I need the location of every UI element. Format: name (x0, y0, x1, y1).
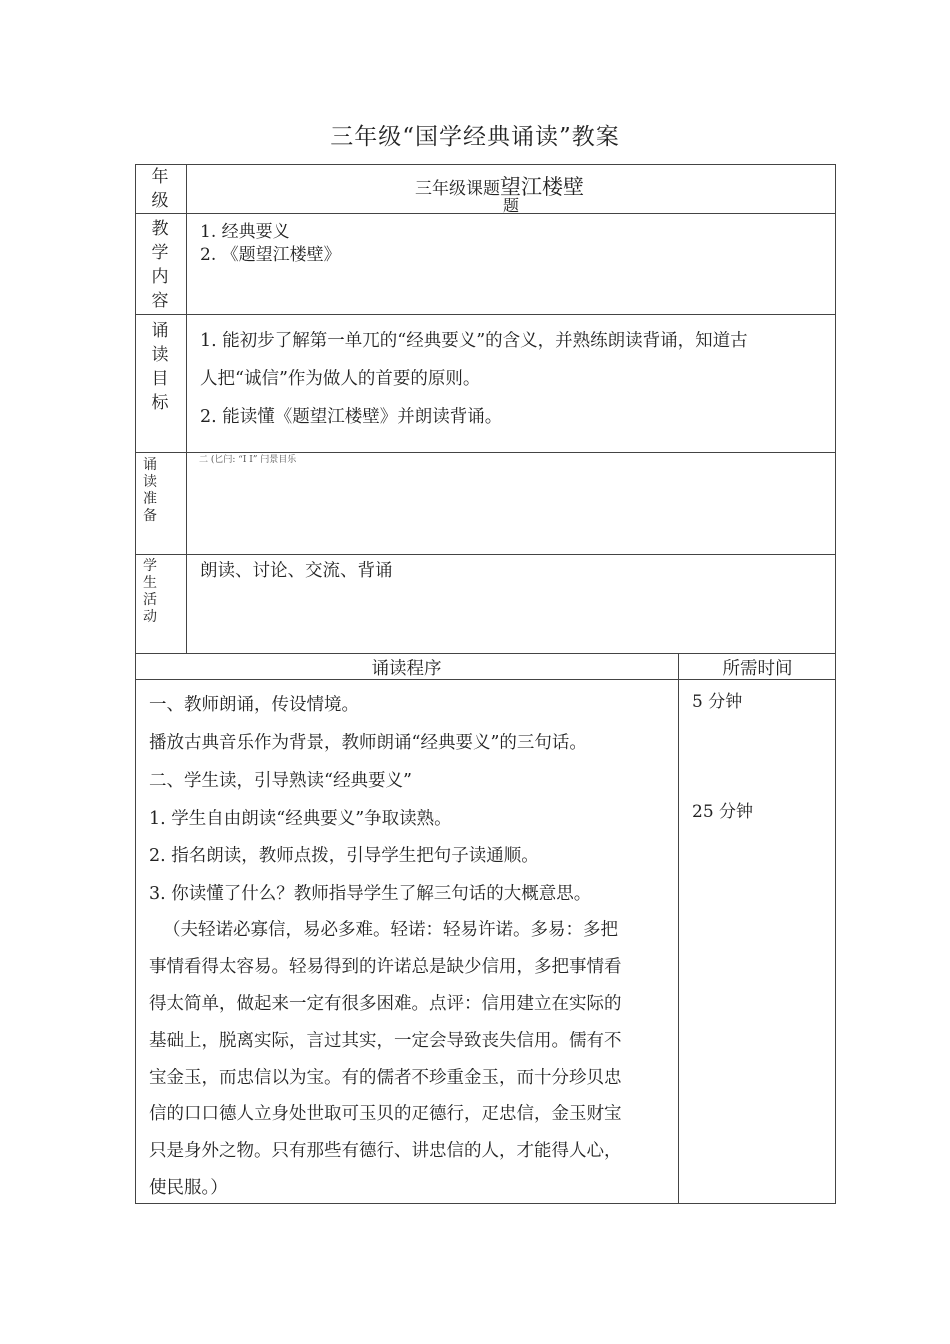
grade-topic-line (415, 171, 584, 201)
procedure-line: 2. 指名朗读，教师点拨，引导学生把句子读通顺。 (149, 846, 539, 866)
row-divider (135, 314, 836, 315)
table-border-top (135, 164, 836, 165)
lesson-plan-table (135, 164, 836, 1204)
procedure-line: 1. 学生自由朗读“经典要义”争取读熟。 (149, 809, 452, 829)
procedure-line: 信的口口德人立身处世取可玉贝的疋德行，疋忠信，金玉财宝 (149, 1104, 622, 1124)
activity-label: 学 生 活 动 (143, 558, 157, 625)
prep-label: 诵 读 准 备 (143, 457, 157, 524)
table-border-bottom (135, 1203, 836, 1204)
procedure-line: 一、教师朗诵，传设情境。 (149, 695, 359, 715)
procedure-line: 宝金玉，而忠信以为宝。有的儒者不珍重金玉，而十分珍贝忠 (149, 1068, 622, 1088)
row-divider (135, 213, 836, 214)
goal-line: 人把“诚信”作为做人的首要的原则。 (200, 369, 481, 389)
procedure-line: 播放古典音乐作为背景，教师朗诵“经典要义”的三句话。 (149, 733, 587, 753)
goal-line: 1. 能初步了解第一单兀的“经典要义”的含义，并熟练朗读背诵，知道古 (200, 331, 748, 351)
procedure-body (135, 680, 678, 1203)
content-item: 1. 经典要义 (200, 222, 290, 242)
goal-line: 2. 能读懂《题望江楼壁》并朗读背诵。 (200, 407, 503, 427)
topic-label: 课题 (466, 179, 500, 199)
grade-value: 三年级 (415, 179, 466, 199)
procedure-line: 基础上，脱离实际，言过其实，一定会导致丧失信用。儒有不 (149, 1031, 622, 1051)
procedure-line: 事情看得太容易。轻易得到的许诺总是缺少信用，多把事情看 (149, 957, 622, 977)
activity-text: 朗读、讨论、交流、背诵 (200, 561, 393, 581)
row-divider (135, 653, 836, 654)
label-column-divider (186, 164, 187, 653)
grade-label: 年 级 (151, 167, 169, 211)
prep-text: 二 (匕闩: “I I” 闩景目乐 (199, 455, 297, 465)
procedure-header: 诵读程序 (371, 659, 442, 679)
procedure-line: 使民服。） (149, 1178, 228, 1198)
procedure-line: （夫轻诺必寡信，易必多难。轻诺：轻易许诺。多易：多把 (163, 920, 618, 940)
content-label: 教 学 内 容 (151, 219, 169, 311)
time-value: 25 分钟 (692, 802, 754, 822)
procedure-line: 只是身外之物。只有那些有德行、讲忠信的人，才能得人心， (149, 1141, 622, 1161)
goals-label: 诵 读 目 标 (151, 321, 169, 413)
topic-label-wrap: 题 (503, 196, 520, 215)
procedure-line: 3. 你读懂了什么？教师指导学生了解三句话的大概意思。 (149, 884, 592, 904)
content-item: 2. 《题望江楼壁》 (200, 245, 341, 265)
time-header: 所需时间 (722, 659, 793, 679)
time-column-divider (678, 653, 679, 1204)
procedure-line: 二、学生读，引导熟读“经典要义” (149, 771, 412, 791)
procedure-line: 得太简单，做起来一定有很多困难。点评：信用建立在实际的 (149, 994, 622, 1014)
page-title: 三年级“国学经典诵读”教案 (330, 124, 620, 150)
time-value: 5 分钟 (692, 692, 743, 712)
topic-value: 望江楼壁 (500, 175, 584, 199)
row-divider (135, 554, 836, 555)
table-border-right (835, 164, 836, 1204)
